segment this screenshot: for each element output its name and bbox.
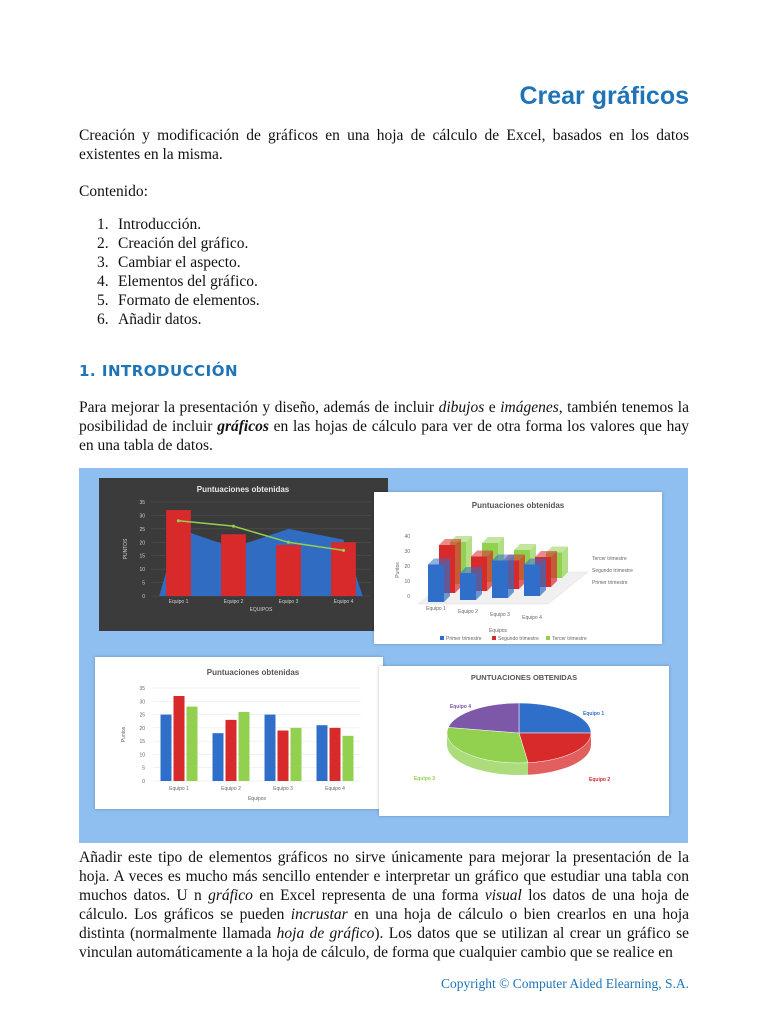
y-tick-label: 5 <box>142 580 145 587</box>
y-tick-label: 30 <box>139 513 145 520</box>
bar <box>213 733 224 781</box>
x-tick-label: Equipo 2 <box>223 599 244 605</box>
bar <box>492 561 508 599</box>
chart-3d-columns <box>374 492 662 644</box>
bar <box>330 728 341 781</box>
x-tick-label: Equipo 4 <box>325 786 345 792</box>
contents-item: 5. Formato de elementos. <box>97 292 260 309</box>
bar-side <box>551 551 557 587</box>
bar <box>291 728 302 781</box>
contents-item: 6. Añadir datos. <box>97 311 202 328</box>
y-tick-label: 10 <box>404 579 410 585</box>
y-tick-label: 25 <box>139 526 145 533</box>
y-tick-label: 0 <box>142 594 145 600</box>
y-tick-label: 40 <box>404 534 410 540</box>
bar <box>317 725 328 781</box>
chart-3d-pie <box>379 666 669 816</box>
intro-paragraph: Creación y modificación de gráficos en una hoja de cálculo de Excel, basados en los datos existentes en la misma. <box>79 127 689 163</box>
section-paragraph-1: Para mejorar la presentación y diseño, además de incluir dibujos e imágenes, también tenemos la posibilidad de incluir gráficos en las hojas de cálculo para ver de otra forma los valores que hay en una tabla de datos. <box>79 399 689 454</box>
chart-title: Puntuaciones obtenidas <box>196 485 290 494</box>
chart-title: Puntuaciones obtenidas <box>471 501 565 510</box>
contents-item: 2. Creación del gráfico. <box>97 235 249 252</box>
x-tick-label: Equipo 2 <box>221 786 241 792</box>
page-title: Crear gráficos <box>519 82 689 110</box>
y-tick-label: 20 <box>139 540 145 547</box>
slice-label: Equipo 2 <box>589 777 611 783</box>
bar <box>187 707 198 781</box>
chart-title: PUNTUACIONES OBTENIDAS <box>470 673 578 682</box>
legend-entry: Primer trimestre <box>446 636 482 642</box>
bar <box>166 510 191 596</box>
pie-slice <box>519 703 591 733</box>
chart-clustered-columns <box>95 657 383 809</box>
bar <box>161 715 172 781</box>
y-axis-label: PUNTOS <box>123 538 129 560</box>
y-tick-label: 25 <box>139 712 145 719</box>
copyright-footer: Copyright © Computer Aided Elearning, S.A. <box>441 976 689 991</box>
y-tick-label: 5 <box>142 765 145 772</box>
series-label: Segundo trimestre <box>592 568 633 574</box>
bar-side <box>540 559 546 597</box>
x-tick-label: Equipo 1 <box>169 786 189 792</box>
y-tick-label: 30 <box>404 549 410 555</box>
slice-label: Equipo 3 <box>413 776 435 782</box>
x-tick-label: Equipo 4 <box>333 599 354 605</box>
bar <box>174 696 185 781</box>
bar <box>524 565 540 597</box>
slice-label: Equipo 1 <box>583 711 605 717</box>
y-tick-label: 10 <box>139 752 145 759</box>
x-tick-label: Equipo 1 <box>168 599 189 605</box>
bar <box>428 565 444 603</box>
bar-side <box>444 559 450 603</box>
charts-figure <box>79 468 688 843</box>
legend-swatch <box>492 636 496 640</box>
slice-label: Equipo 4 <box>449 704 471 710</box>
data-point <box>177 519 180 522</box>
y-tick-label: 30 <box>139 699 145 706</box>
bar <box>265 715 276 781</box>
bar <box>460 573 476 600</box>
legend-swatch <box>440 636 444 640</box>
bar <box>276 545 301 596</box>
y-tick-label: 0 <box>407 594 410 600</box>
section-paragraph-2: Añadir este tipo de elementos gráficos no sirve únicamente para mejorar la presentación de la hoja. A veces es mucho más sencillo entender e interpretar un gráfico que estudiar una tabla con muchos datos. U n gráfico en Excel representa de una forma visual los datos de una hoja de cálculo. Los gráficos se pueden incrustar en una hoja de cálculo o bien crearlos en una hoja distinta (normalmente llamada hoja de gráfico). Los datos que se utilizan al crear un gráfico se vinculan automáticamente a la hoja de cálculo, de forma que cualquier cambio que se realice en <box>79 849 690 961</box>
data-point <box>342 549 345 552</box>
bar <box>278 731 289 781</box>
y-tick-label: 15 <box>139 739 145 746</box>
x-axis-label: Equipos <box>247 796 267 802</box>
y-axis-label: Puntos <box>395 562 401 578</box>
x-tick-label: Equipo 3 <box>278 599 299 605</box>
y-tick-label: 35 <box>139 500 145 506</box>
data-point <box>287 541 290 544</box>
chart-dark-combo <box>99 478 388 631</box>
legend-swatch <box>546 636 550 640</box>
bar <box>239 712 250 781</box>
x-tick-label: Equipo 4 <box>522 615 542 621</box>
x-tick-label: Equipo 1 <box>426 606 446 612</box>
contents-item: 3. Cambiar el aspecto. <box>97 254 241 271</box>
data-point <box>232 525 235 528</box>
contents-item: 1. Introducción. <box>97 216 202 233</box>
bar <box>221 534 246 596</box>
chart-title: Puntuaciones obtenidas <box>206 668 300 677</box>
series-label: Tercer trimestre <box>592 556 627 562</box>
x-axis-label: Equipos <box>488 628 508 634</box>
y-axis-label: Puntos <box>121 726 127 743</box>
x-tick-label: Equipo 2 <box>458 609 478 615</box>
contents-list <box>97 215 260 329</box>
bar <box>226 720 237 781</box>
bar-side <box>508 555 514 599</box>
contents-item: 4. Elementos del gráfico. <box>97 273 258 290</box>
y-tick-label: 0 <box>142 779 145 785</box>
section-heading: 1. INTRODUCCIÓN <box>79 362 239 380</box>
x-axis-label: EQUIPOS <box>249 607 273 613</box>
legend-entry: Segundo trimestre <box>498 636 539 642</box>
bar <box>343 736 354 781</box>
y-tick-label: 20 <box>404 564 410 570</box>
y-tick-label: 20 <box>139 725 145 732</box>
y-tick-label: 35 <box>139 686 145 692</box>
x-tick-label: Equipo 3 <box>273 786 293 792</box>
legend-entry: Tercer trimestre <box>552 636 587 642</box>
x-tick-label: Equipo 3 <box>490 612 510 618</box>
contents-label: Contenido: <box>79 183 148 200</box>
series-label: Primer trimestre <box>592 580 628 586</box>
y-tick-label: 10 <box>139 567 145 574</box>
y-tick-label: 15 <box>139 553 145 560</box>
